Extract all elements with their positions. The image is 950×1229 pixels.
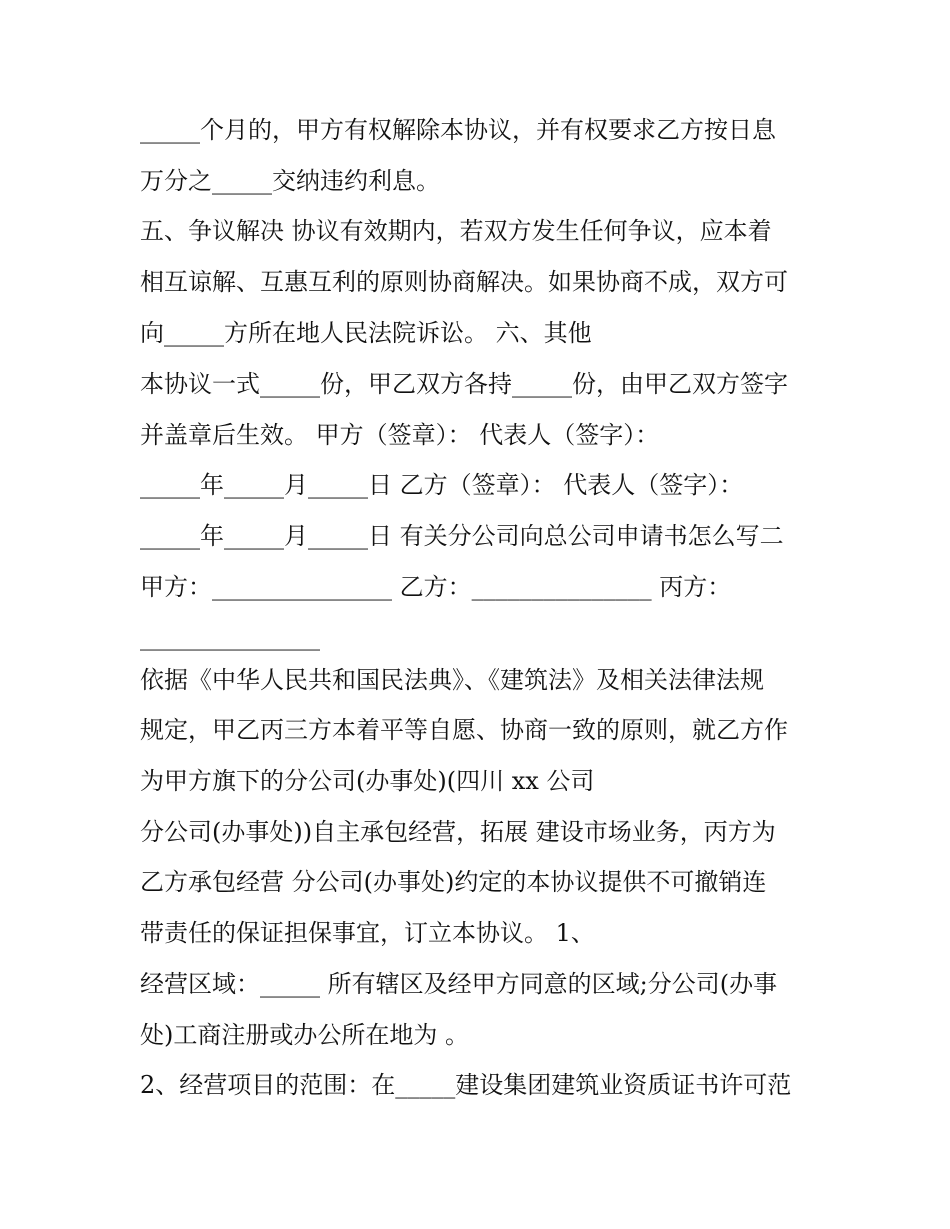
text-line: _____年_____月_____日 乙方（签章）： 代表人（签字）： — [140, 471, 744, 499]
text-line: 五、争议解决 协议有效期内，若双方发生任何争议，应本着 — [140, 217, 772, 245]
text-line: 万分之_____交纳违约利息。 — [140, 167, 440, 195]
text-line: 并盖章后生效。 甲方（签章）： 代表人（签字）： — [140, 421, 660, 449]
text-line: _____年_____月_____日 有关分公司向总公司申请书怎么写二 — [140, 522, 784, 550]
text-line: _____个月的，甲方有权解除本协议，并有权要求乙方按日息 — [140, 116, 776, 144]
text-line: 处)工商注册或办公所在地为 。 — [140, 1021, 469, 1049]
text-line: 带责任的保证担保事宜，订立本协议。 1、 — [140, 919, 595, 947]
text-line: 甲方：_______________ 乙方：_______________ 丙方： — [140, 573, 732, 601]
text-line: 分公司(办事处))自主承包经营，拓展 建设市场业务，丙方为 — [140, 818, 776, 846]
text-line: 相互谅解、互惠互利的原则协商解决。如果协商不成，双方可 — [140, 268, 788, 296]
text-line: 向_____方所在地人民法院诉讼。 六、其他 — [140, 319, 592, 347]
text-line: 依据《中华人民共和国民法典》、《建筑法》及相关法律法规 — [140, 666, 764, 694]
text-line: 为甲方旗下的分公司(办事处)(四川 xx 公司 — [140, 767, 595, 795]
text-line: 规定，甲乙丙三方本着平等自愿、协商一致的原则，就乙方作 — [140, 716, 788, 744]
text-line: 乙方承包经营 分公司(办事处)约定的本协议提供不可撤销连 — [140, 868, 767, 896]
text-line: _______________ — [140, 623, 320, 651]
text-line: 经营区域：_____ 所有辖区及经甲方同意的区域;分公司(办事 — [140, 970, 778, 998]
text-line: 本协议一式_____份，甲乙双方各持_____份，由甲乙双方签字 — [140, 370, 788, 398]
text-line: 2、经营项目的范围：在_____建设集团建筑业资质证书许可范 — [140, 1071, 792, 1099]
